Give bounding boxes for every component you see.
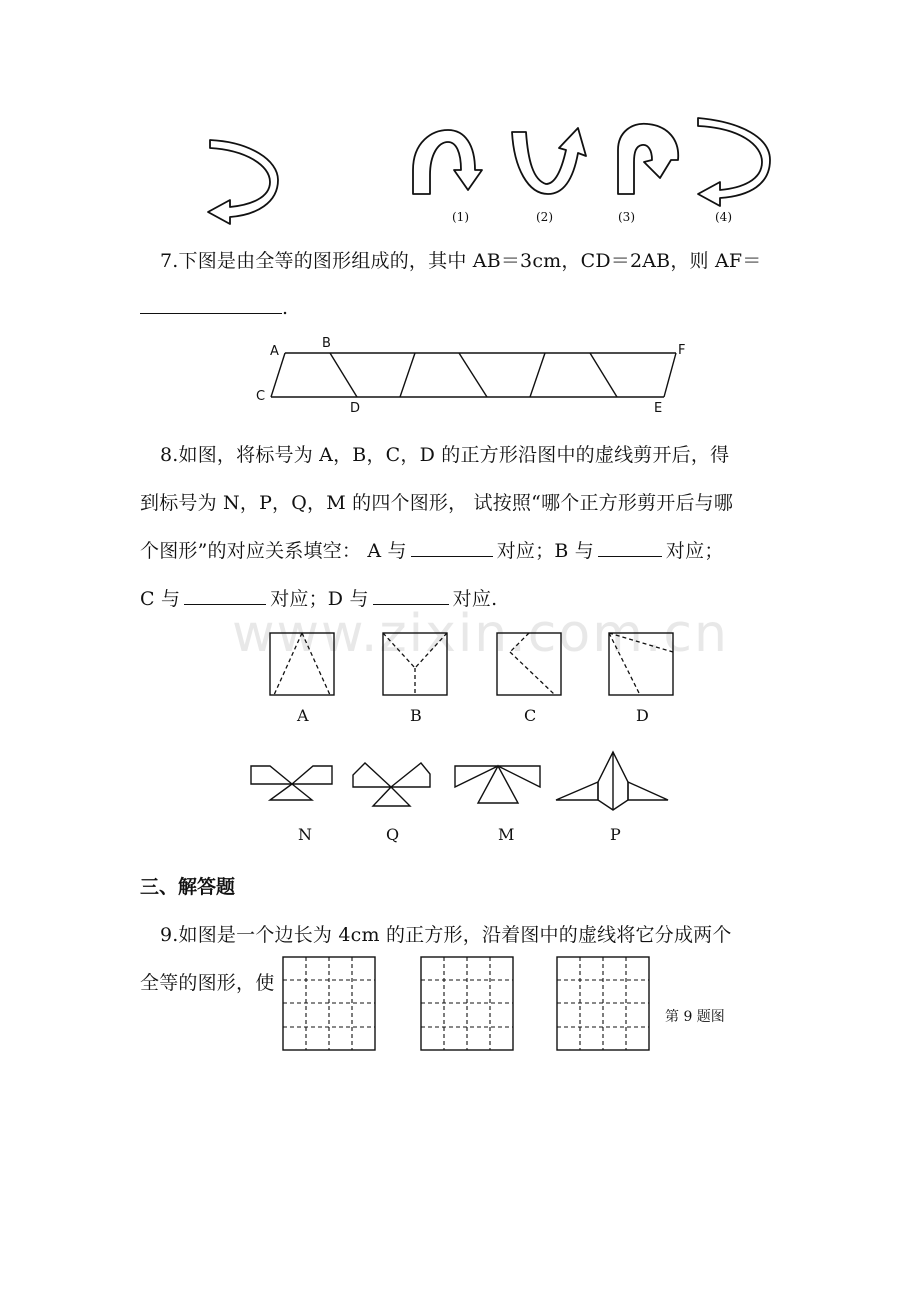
q9-figure-caption: 第 9 题图 — [665, 1009, 725, 1025]
q9-text-line2: 全等的图形，使 — [140, 972, 275, 994]
shape-label-m: M — [498, 825, 515, 844]
point-label-b: B — [322, 336, 331, 351]
q7-answer-line: . — [140, 295, 288, 319]
point-label-c: C — [256, 389, 266, 404]
point-label-d: D — [350, 401, 361, 416]
arrow-label-2: (2) — [536, 210, 553, 224]
square-label-a: A — [297, 706, 309, 725]
section-heading: 三、解答题 — [140, 876, 236, 898]
q8-text-line3: 个图形”的对应关系填空： A 与 对应；B 与 对应； — [140, 540, 724, 562]
shape-label-n: N — [298, 825, 312, 844]
arrow-label-3: (3) — [618, 210, 635, 224]
q8-text-line2: 到标号为 N，P，Q，M 的四个图形， 试按照“哪个正方形剪开后与哪 — [140, 492, 734, 514]
q8-text-line1: 8.如图，将标号为 A，B，C，D 的正方形沿图中的虚线剪开后，得 — [160, 444, 730, 466]
point-label-e: E — [654, 401, 663, 416]
point-label-a: A — [270, 344, 279, 359]
arrow-label-4: (4) — [715, 210, 732, 224]
point-label-f: F — [678, 343, 686, 358]
square-label-d: D — [636, 706, 649, 725]
q9-text-line1: 9.如图是一个边长为 4cm 的正方形，沿着图中的虚线将它分成两个 — [160, 924, 732, 946]
arrow-label-1: (1) — [452, 210, 469, 224]
watermark: www.zixin.com.cn — [232, 604, 729, 664]
shape-label-p: P — [610, 825, 621, 844]
q8-text-line4: C 与 对应；D 与 对应. — [140, 588, 498, 610]
square-label-c: C — [524, 706, 537, 725]
shape-label-q: Q — [386, 825, 400, 844]
q7-text-line1: 7.下图是由全等的图形组成的，其中 AB＝3cm，CD＝2AB，则 AF＝ — [160, 250, 762, 272]
square-label-b: B — [410, 706, 422, 725]
